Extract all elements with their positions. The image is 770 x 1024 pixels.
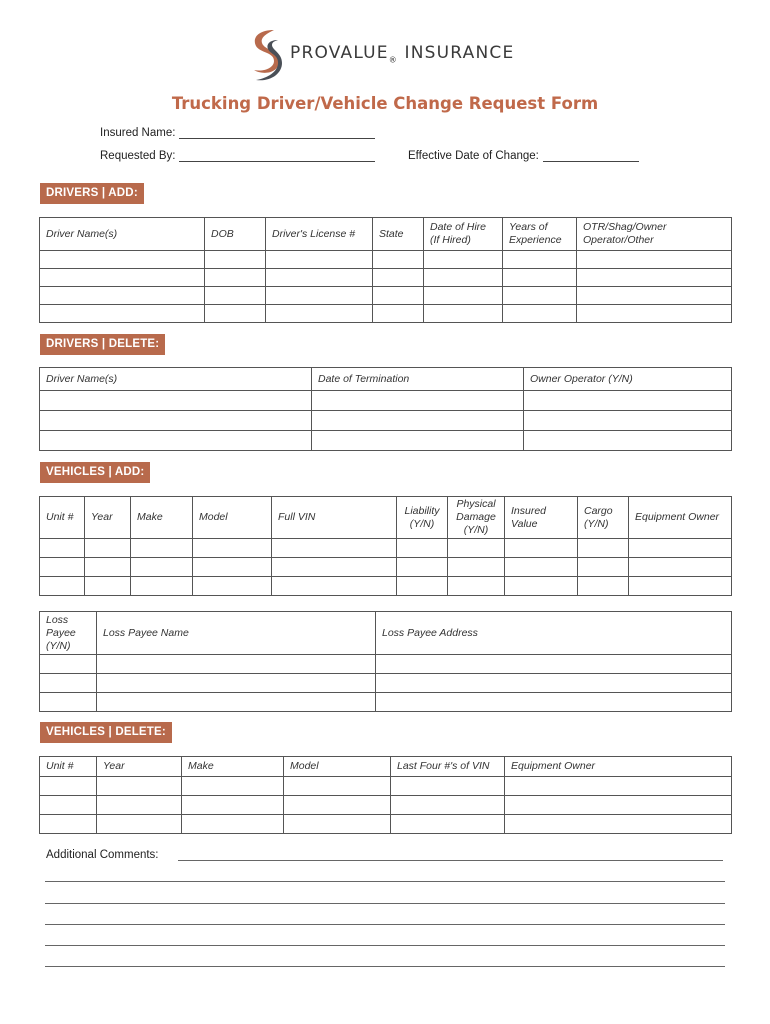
insured-name-label: Insured Name:	[100, 127, 176, 139]
col-dob: DOB	[205, 218, 266, 251]
col-liability: Liability (Y/N)	[397, 497, 448, 539]
comments-line[interactable]	[45, 903, 725, 904]
col-loss-payee-address: Loss Payee Address	[376, 612, 732, 655]
table-cell[interactable]	[312, 391, 524, 411]
effective-date-label: Effective Date of Change:	[408, 150, 539, 162]
table-cell[interactable]	[373, 305, 424, 323]
vehicles-add-header-row	[40, 497, 732, 539]
table-cell[interactable]	[97, 674, 376, 693]
table-row	[40, 251, 732, 269]
table-cell[interactable]	[373, 269, 424, 287]
logo-wordmark: $PROVALUE_®$ INSURANCE	[290, 43, 515, 65]
table-cell[interactable]	[578, 558, 629, 577]
table-cell[interactable]	[577, 305, 732, 323]
table-cell[interactable]	[448, 558, 505, 577]
table-cell[interactable]	[266, 287, 373, 305]
table-row	[40, 269, 732, 287]
table-cell[interactable]	[266, 269, 373, 287]
table-cell[interactable]	[205, 251, 266, 269]
table-cell[interactable]	[40, 305, 205, 323]
table-cell[interactable]	[578, 577, 629, 596]
table-cell[interactable]	[524, 431, 732, 451]
table-cell[interactable]	[205, 305, 266, 323]
drivers-add-heading: DRIVERS | ADD:	[40, 183, 144, 204]
col-physical-damage: Physical Damage (Y/N)	[448, 497, 505, 539]
table-cell[interactable]	[97, 655, 376, 674]
table-cell[interactable]	[272, 558, 397, 577]
table-cell[interactable]	[40, 558, 85, 577]
col-drivers-license: Driver's License #	[266, 218, 373, 251]
table-cell[interactable]	[629, 558, 732, 577]
table-row	[40, 796, 732, 815]
table-cell[interactable]	[40, 251, 205, 269]
col-state: State	[373, 218, 424, 251]
table-cell[interactable]	[524, 411, 732, 431]
table-cell[interactable]	[376, 674, 732, 693]
comments-line[interactable]	[45, 881, 725, 882]
table-cell[interactable]	[505, 539, 578, 558]
vehicles-delete-table	[39, 756, 732, 834]
table-cell[interactable]	[505, 577, 578, 596]
table-row	[40, 674, 732, 693]
col-unit: Unit #	[40, 757, 97, 777]
col-years-experience: Years of Experience	[503, 218, 577, 251]
table-row	[40, 431, 732, 451]
table-cell[interactable]	[505, 815, 732, 834]
comments-line[interactable]	[178, 860, 723, 861]
table-cell[interactable]	[205, 269, 266, 287]
table-cell[interactable]	[424, 269, 503, 287]
table-cell[interactable]	[40, 391, 312, 411]
table-cell[interactable]	[40, 655, 97, 674]
table-cell[interactable]	[40, 815, 97, 834]
table-cell[interactable]	[505, 558, 578, 577]
table-cell[interactable]	[503, 287, 577, 305]
table-cell[interactable]	[284, 777, 391, 796]
comments-line[interactable]	[45, 966, 725, 967]
comments-line[interactable]	[45, 945, 725, 946]
table-cell[interactable]	[397, 539, 448, 558]
col-year: Year	[85, 497, 131, 539]
col-loss-payee: Loss Payee (Y/N)	[40, 612, 97, 655]
loss-payee-table	[39, 611, 732, 712]
table-cell[interactable]	[312, 411, 524, 431]
table-cell[interactable]	[629, 539, 732, 558]
col-full-vin: Full VIN	[272, 497, 397, 539]
provalue-logo	[248, 28, 514, 82]
col-year: Year	[97, 757, 182, 777]
col-last-four-vin: Last Four #'s of VIN	[391, 757, 505, 777]
table-cell[interactable]	[629, 577, 732, 596]
loss-payee-header-row	[40, 612, 732, 655]
table-row	[40, 558, 732, 577]
table-cell[interactable]	[577, 287, 732, 305]
effective-date-line[interactable]	[543, 149, 639, 162]
table-cell[interactable]	[40, 674, 97, 693]
requested-by-line[interactable]	[179, 149, 375, 162]
drivers-delete-heading: DRIVERS | DELETE:	[40, 334, 165, 355]
table-cell[interactable]	[182, 815, 284, 834]
vehicles-delete-heading: VEHICLES | DELETE:	[40, 722, 172, 743]
table-cell[interactable]	[391, 777, 505, 796]
col-model: Model	[284, 757, 391, 777]
col-equipment-owner: Equipment Owner	[505, 757, 732, 777]
table-cell[interactable]	[40, 539, 85, 558]
table-cell[interactable]	[40, 431, 312, 451]
table-cell[interactable]	[524, 391, 732, 411]
table-cell[interactable]	[391, 796, 505, 815]
table-cell[interactable]	[266, 251, 373, 269]
table-cell[interactable]	[424, 251, 503, 269]
table-cell[interactable]	[448, 539, 505, 558]
insured-name-line[interactable]	[179, 126, 375, 139]
table-cell[interactable]	[272, 577, 397, 596]
table-cell[interactable]	[40, 577, 85, 596]
table-cell[interactable]	[193, 577, 272, 596]
col-owner-operator: Owner Operator (Y/N)	[524, 368, 732, 391]
requested-by-field[interactable]	[100, 149, 375, 162]
table-cell[interactable]	[373, 251, 424, 269]
vehicles-delete-header-row	[40, 757, 732, 777]
col-loss-payee-name: Loss Payee Name	[97, 612, 376, 655]
table-cell[interactable]	[97, 693, 376, 712]
table-cell[interactable]	[193, 558, 272, 577]
table-cell[interactable]	[376, 655, 732, 674]
drivers-add-table	[39, 217, 732, 323]
table-cell[interactable]	[391, 815, 505, 834]
table-cell[interactable]	[577, 269, 732, 287]
col-cargo: Cargo (Y/N)	[578, 497, 629, 539]
additional-comments-label: Additional Comments:	[46, 849, 159, 861]
table-cell[interactable]	[97, 815, 182, 834]
table-cell[interactable]	[424, 287, 503, 305]
table-cell[interactable]	[182, 777, 284, 796]
table-cell[interactable]	[503, 269, 577, 287]
table-cell[interactable]	[503, 305, 577, 323]
col-date-of-termination: Date of Termination	[312, 368, 524, 391]
col-equipment-owner: Equipment Owner	[629, 497, 732, 539]
table-cell[interactable]	[182, 796, 284, 815]
table-row	[40, 287, 732, 305]
table-cell[interactable]	[284, 796, 391, 815]
form-title: Trucking Driver/Vehicle Change Request Form	[171, 94, 599, 113]
table-cell[interactable]	[40, 269, 205, 287]
drivers-add-header-row	[40, 218, 732, 251]
col-unit: Unit #	[40, 497, 85, 539]
table-cell[interactable]	[578, 539, 629, 558]
table-cell[interactable]	[397, 577, 448, 596]
table-cell[interactable]	[503, 251, 577, 269]
table-cell[interactable]	[376, 693, 732, 712]
col-insured-value: Insured Value	[505, 497, 578, 539]
table-cell[interactable]	[131, 577, 193, 596]
table-row	[40, 539, 732, 558]
table-row	[40, 693, 732, 712]
col-driver-name: Driver Name(s)	[40, 218, 205, 251]
table-cell[interactable]	[40, 693, 97, 712]
table-cell[interactable]	[397, 558, 448, 577]
vehicles-add-table	[39, 496, 732, 596]
table-cell[interactable]	[266, 305, 373, 323]
table-cell[interactable]	[85, 577, 131, 596]
table-cell[interactable]	[131, 539, 193, 558]
table-row	[40, 777, 732, 796]
table-cell[interactable]	[448, 577, 505, 596]
col-driver-name: Driver Name(s)	[40, 368, 312, 391]
table-cell[interactable]	[424, 305, 503, 323]
table-cell[interactable]	[505, 777, 732, 796]
table-row	[40, 411, 732, 431]
drivers-delete-header-row	[40, 368, 732, 391]
drivers-delete-table	[39, 367, 732, 451]
table-cell[interactable]	[85, 539, 131, 558]
vehicles-add-heading: VEHICLES | ADD:	[40, 462, 150, 483]
table-cell[interactable]	[312, 431, 524, 451]
table-cell[interactable]	[97, 777, 182, 796]
comments-line[interactable]	[45, 924, 725, 925]
table-cell[interactable]	[505, 796, 732, 815]
table-cell[interactable]	[97, 796, 182, 815]
table-cell[interactable]	[85, 558, 131, 577]
table-row	[40, 815, 732, 834]
table-cell[interactable]	[40, 287, 205, 305]
table-row	[40, 305, 732, 323]
col-model: Model	[193, 497, 272, 539]
col-make: Make	[182, 757, 284, 777]
table-cell[interactable]	[205, 287, 266, 305]
table-cell[interactable]	[193, 539, 272, 558]
table-cell[interactable]	[373, 287, 424, 305]
table-row	[40, 391, 732, 411]
table-row	[40, 655, 732, 674]
col-date-of-hire: Date of Hire (If Hired)	[424, 218, 503, 251]
table-cell[interactable]	[272, 539, 397, 558]
table-row	[40, 577, 732, 596]
insured-name-field[interactable]	[100, 126, 375, 139]
table-cell[interactable]	[577, 251, 732, 269]
col-make: Make	[131, 497, 193, 539]
table-cell[interactable]	[40, 796, 97, 815]
table-cell[interactable]	[131, 558, 193, 577]
table-cell[interactable]	[40, 777, 97, 796]
requested-by-label: Requested By:	[100, 150, 176, 162]
table-cell[interactable]	[40, 411, 312, 431]
table-cell[interactable]	[284, 815, 391, 834]
col-otr-shag-owner: OTR/Shag/Owner Operator/Other	[577, 218, 732, 251]
effective-date-field[interactable]	[408, 149, 639, 162]
provalue-s-mark-icon	[248, 28, 284, 82]
